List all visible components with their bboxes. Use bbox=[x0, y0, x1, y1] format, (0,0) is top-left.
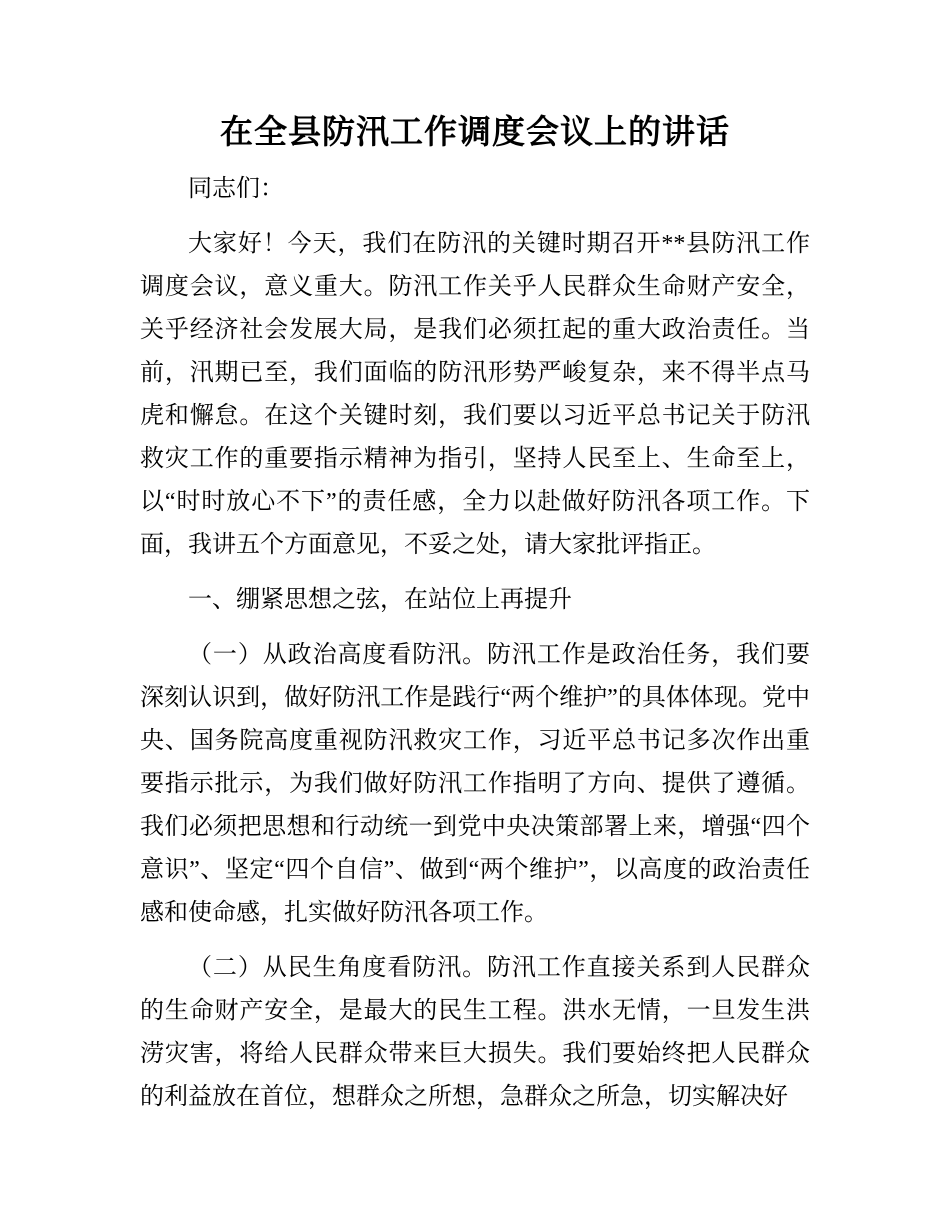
document-title: 在全县防汛工作调度会议上的讲话 bbox=[220, 113, 730, 150]
paragraph-section-1-2: （二）从民生角度看防汛。防汛工作直接关系到人民群众的生命财产安全，是最大的民生工程。洪水无情，一旦发生洪涝灾害，将给人民群众带来巨大损失。我们要始终把人民群众的利益放在首位，想群众之所想，急群众之所急，切实解决好 bbox=[140, 955, 810, 1110]
paragraph-section-1-1: （一）从政治高度看防汛。防汛工作是政治任务，我们要深刻认识到，做好防汛工作是践行“两个维护”的具体体现。党中央、国务院高度重视防汛救灾工作，习近平总书记多次作出重要指示批示，为我们做好防汛工作指明了方向、提供了遵循。我们必须把思想和行动统一到党中央决策部署上来，增强“四个意识”、坚定“四个自信”、做到“两个维护”，以高度的政治责任感和使命感，扎实做好防汛各项工作。 bbox=[140, 642, 810, 926]
paragraph-opening: 大家好！今天，我们在防汛的关键时期召开**县防汛工作调度会议，意义重大。防汛工作关乎人民群众生命财产安全，关乎经济社会发展大局，是我们必须扛起的重大政治责任。当前，汛期已至，我们面临的防汛形势严峻复杂，来不得半点马虎和懈怠。在这个关键时刻，我们要以习近平总书记关于防汛救灾工作的重要指示精神为指引，坚持人民至上、生命至上，以“时时放心不下”的责任感，全力以赴做好防汛各项工作。下面，我讲五个方面意见，不妥之处，请大家批评指正。 bbox=[140, 231, 810, 558]
section-heading-1: 一、绷紧思想之弦，在站位上再提升 bbox=[188, 587, 572, 613]
salutation: 同志们： bbox=[188, 176, 284, 202]
